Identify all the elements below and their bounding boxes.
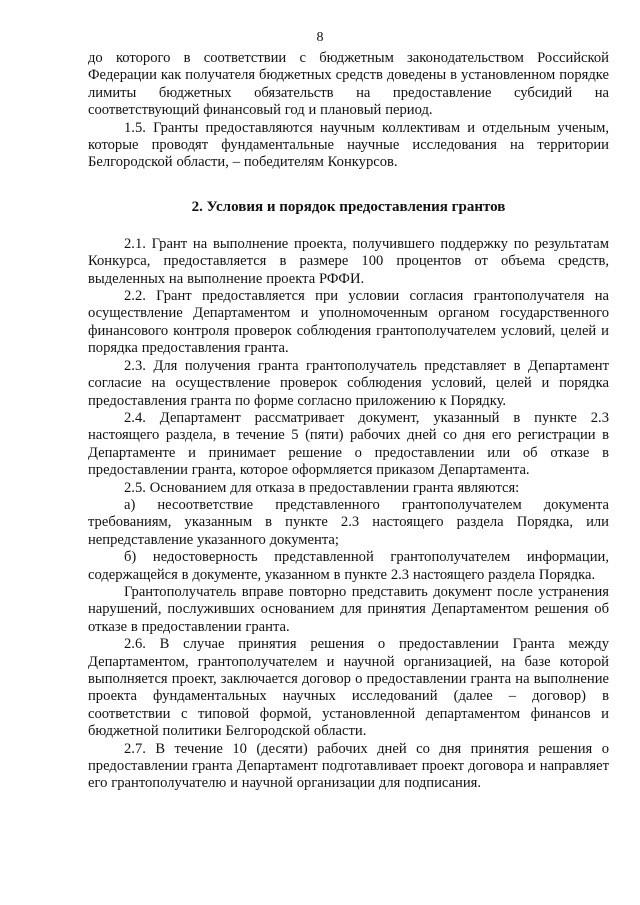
paragraph-2-2: 2.2. Грант предоставляется при условии согласия грантополучателя на осуществление Департаментом и уполномоченным органом государственного финансового контроля проверок соблюдения грантополучателем условий, целей и порядка предоставления гранта.: [88, 288, 609, 357]
paragraph-2-7: 2.7. В течение 10 (десяти) рабочих дней со дня принятия решения о предоставлении гранта Департамент подготавливает проект договора и направляет его грантополучателю и научной организации для подписания.: [88, 740, 609, 792]
paragraph-2-1: 2.1. Грант на выполнение проекта, получившего поддержку по результатам Конкурса, предоставляется в размере 100 процентов от объема средств, выделенных на выполнение проекта РФФИ.: [88, 235, 609, 287]
paragraph-2-5-b: б) недостоверность представленной грантополучателем информации, содержащейся в документе, указанном в пункте 2.3 настоящего раздела Порядка.: [88, 549, 609, 583]
paragraph-1-5: 1.5. Гранты предоставляются научным коллективам и отдельным ученым, которые проводят фундаментальные научные исследования на территории Белгородской области, – победителям Конкурсов.: [88, 119, 609, 171]
document-body: [88, 50, 609, 793]
paragraph-resubmit: Грантополучатель вправе повторно представить документ после устранения нарушений, послуживших основанием для принятия Департаментом решения об отказе в предоставлении гранта.: [88, 583, 609, 635]
page-number: 8: [316, 30, 324, 45]
paragraph-continuation: до которого в соответствии с бюджетным законодательством Российской Федерации как получателя бюджетных средств доведены в установленном порядке лимиты бюджетных обязательств на предоставление субсидий на соответствующий финансовый год и плановый период.: [88, 50, 609, 119]
paragraph-2-5: 2.5. Основанием для отказа в предоставлении гранта являются:: [124, 479, 520, 496]
section-heading: 2. Условия и порядок предоставления грантов: [191, 198, 506, 215]
paragraph-2-3: 2.3. Для получения гранта грантополучатель представляет в Департамент согласие на осуществление проверок соблюдения условий, целей и порядка предоставления гранта по форме согласно приложению к Порядку.: [88, 357, 609, 409]
paragraph-2-5-a: а) несоответствие представленного грантополучателем документа требованиям, указанным в пункте 2.3 настоящего раздела Порядка, или непредставление указанного документа;: [88, 496, 609, 548]
paragraph-2-6: 2.6. В случае принятия решения о предоставлении Гранта между Департаментом, грантополучателем и научной организацией, на базе которой выполняется проект, заключается договор о предоставлении гранта на выполнение проекта фундаментальных научных исследований (далее – договор) в соответствии с типовой формой, установленной департаментом финансов и бюджетной политики Белгородской области.: [88, 636, 609, 740]
paragraph-2-4: 2.4. Департамент рассматривает документ, указанный в пункте 2.3 настоящего раздела, в течение 5 (пяти) рабочих дней со дня его регистрации в Департаменте и принимает решение о предоставлении или об отказе в предоставлении гранта, которое оформляется приказом Департамента.: [88, 409, 609, 479]
